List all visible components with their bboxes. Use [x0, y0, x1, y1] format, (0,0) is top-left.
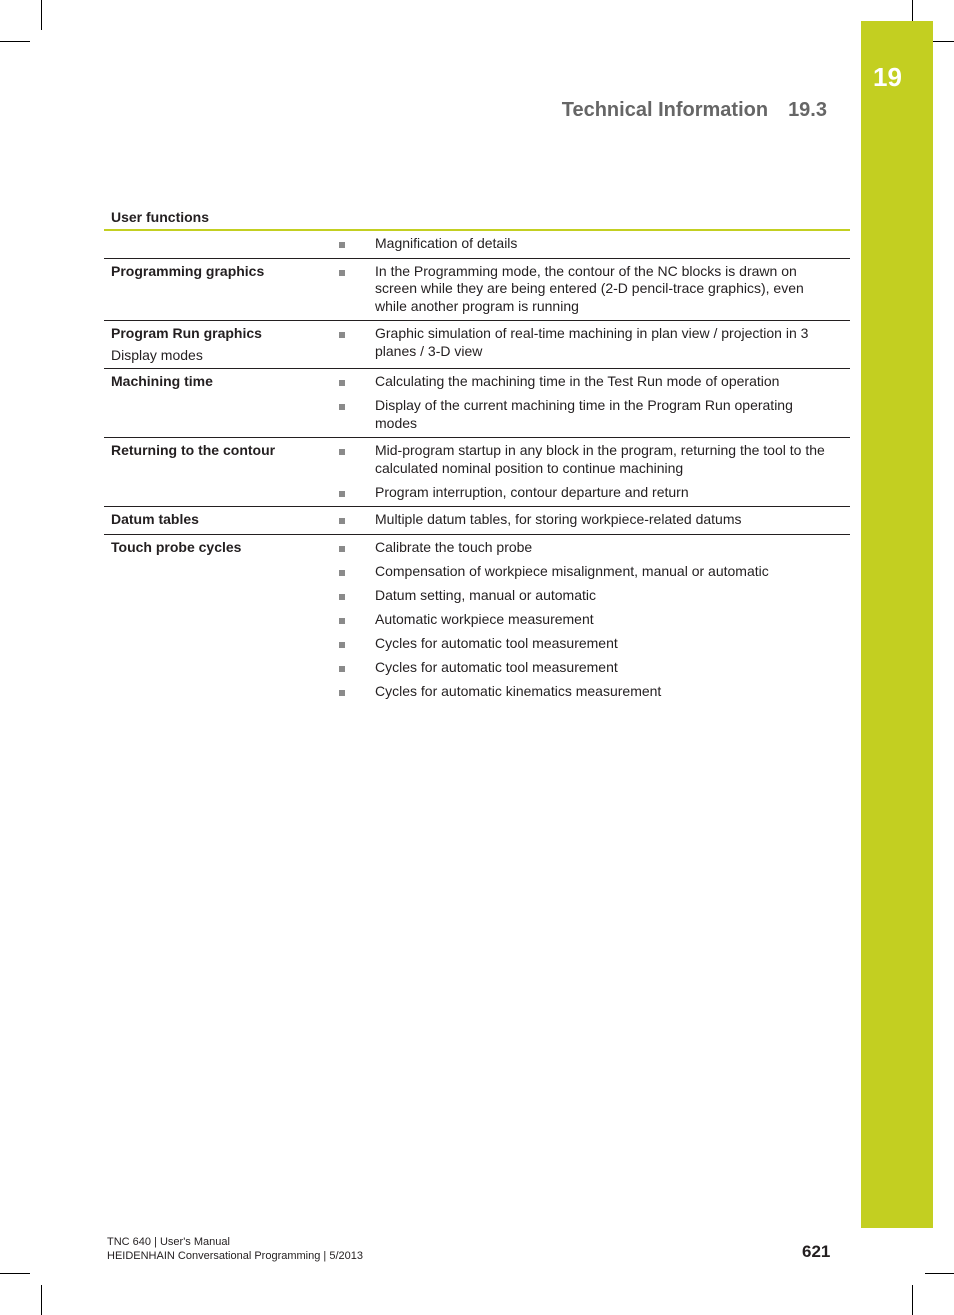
square-bullet-icon: [339, 546, 345, 552]
row-label-cell: [104, 372, 332, 433]
crop-mark: [925, 1273, 954, 1274]
row-items: [332, 441, 850, 502]
square-bullet-icon: [339, 518, 345, 524]
row-label: Programming graphics: [111, 262, 265, 279]
row-label: Datum tables: [111, 511, 199, 527]
chapter-tab: [861, 21, 933, 1228]
row-items: [332, 234, 850, 254]
row-label-cell: [104, 441, 332, 502]
crop-mark: [912, 0, 913, 21]
table-heading: User functions: [104, 209, 850, 231]
header-title: Technical Information: [561, 99, 769, 121]
square-bullet-icon: [339, 380, 345, 386]
list-item: [332, 442, 850, 477]
row-label-cell: [104, 262, 332, 317]
list-item: [332, 511, 850, 529]
crop-mark: [41, 0, 42, 30]
row-sublabel: Display modes: [111, 347, 203, 363]
chapter-number: 19: [873, 62, 902, 92]
footer: [107, 1235, 363, 1263]
row-label: Program Run graphics: [111, 325, 262, 341]
list-item-text: Calculating the machining time in the Test Run mode of operation: [375, 373, 780, 389]
table-row: [104, 438, 850, 507]
list-item-text: Datum setting, manual or automatic: [375, 586, 596, 603]
user-functions-table: [104, 209, 850, 705]
list-item-text: In the Programming mode, the contour of the NC blocks is drawn on screen while they are being entered (2-D pencil-trace graphics), even while another program is running: [375, 262, 804, 314]
crop-mark: [0, 1273, 30, 1274]
list-item: [332, 484, 850, 502]
row-items: [332, 538, 850, 702]
crop-mark: [0, 41, 30, 42]
row-label-cell: [104, 538, 332, 702]
list-item: [332, 325, 850, 360]
square-bullet-icon: [339, 690, 345, 696]
footer-line1: TNC 640 | User's Manual: [107, 1236, 230, 1248]
row-items: [332, 510, 850, 530]
list-item: [332, 611, 850, 629]
row-label-cell: [104, 510, 332, 530]
square-bullet-icon: [339, 618, 345, 624]
list-item-text: Multiple datum tables, for storing workpiece-related datums: [375, 511, 742, 527]
list-item-text: Automatic workpiece measurement: [375, 610, 594, 627]
list-item-text: Magnification of details: [375, 235, 518, 251]
footer-line2: HEIDENHAIN Conversational Programming | 5/2013: [107, 1250, 363, 1262]
square-bullet-icon: [339, 270, 345, 276]
crop-mark: [912, 1285, 913, 1315]
table-row: [104, 507, 850, 535]
square-bullet-icon: [339, 491, 345, 497]
table-row: [104, 369, 850, 438]
square-bullet-icon: [339, 594, 345, 600]
list-item-text: Cycles for automatic kinematics measurement: [375, 682, 662, 699]
row-items: [332, 262, 850, 317]
row-label-cell: [104, 324, 332, 364]
header-section: 19.3: [788, 99, 827, 121]
square-bullet-icon: [339, 404, 345, 410]
list-item: [332, 397, 850, 432]
square-bullet-icon: [339, 666, 345, 672]
list-item: [332, 563, 850, 581]
list-item: [332, 539, 850, 557]
square-bullet-icon: [339, 242, 345, 248]
row-label: Machining time: [111, 373, 213, 389]
table-row: [104, 535, 850, 706]
list-item-text: Program interruption, contour departure and return: [375, 483, 689, 500]
list-item-text: Cycles for automatic tool measurement: [375, 634, 618, 651]
square-bullet-icon: [339, 449, 345, 455]
list-item-text: Compensation of workpiece misalignment, manual or automatic: [375, 562, 769, 579]
square-bullet-icon: [339, 570, 345, 576]
page-number: 621: [802, 1242, 831, 1261]
list-item-text: Graphic simulation of real-time machining in plan view / projection in 3 planes / 3-D view: [375, 325, 809, 359]
list-item-text: Mid-program startup in any block in the program, returning the tool to the calculated nominal position to continue machining: [375, 442, 825, 476]
list-item: [332, 683, 850, 701]
row-items: [332, 372, 850, 433]
row-label: Touch probe cycles: [111, 538, 242, 555]
row-label-cell: [104, 234, 332, 254]
running-header: [562, 99, 827, 122]
table-row: [104, 259, 850, 322]
row-label: Returning to the contour: [111, 442, 276, 458]
table-row: [104, 321, 850, 369]
table-row: [104, 231, 850, 259]
list-item: [332, 373, 850, 391]
crop-mark: [41, 1285, 42, 1315]
list-item: [332, 263, 850, 316]
row-label: [111, 235, 332, 252]
list-item-text: Calibrate the touch probe: [375, 538, 533, 555]
list-item: [332, 587, 850, 605]
list-item-text: Cycles for automatic tool measurement: [375, 658, 618, 675]
square-bullet-icon: [339, 642, 345, 648]
list-item: [332, 635, 850, 653]
list-item: [332, 235, 850, 253]
square-bullet-icon: [339, 332, 345, 338]
row-items: [332, 324, 850, 364]
list-item: [332, 659, 850, 677]
list-item-text: Display of the current machining time in the Program Run operating modes: [375, 397, 793, 431]
